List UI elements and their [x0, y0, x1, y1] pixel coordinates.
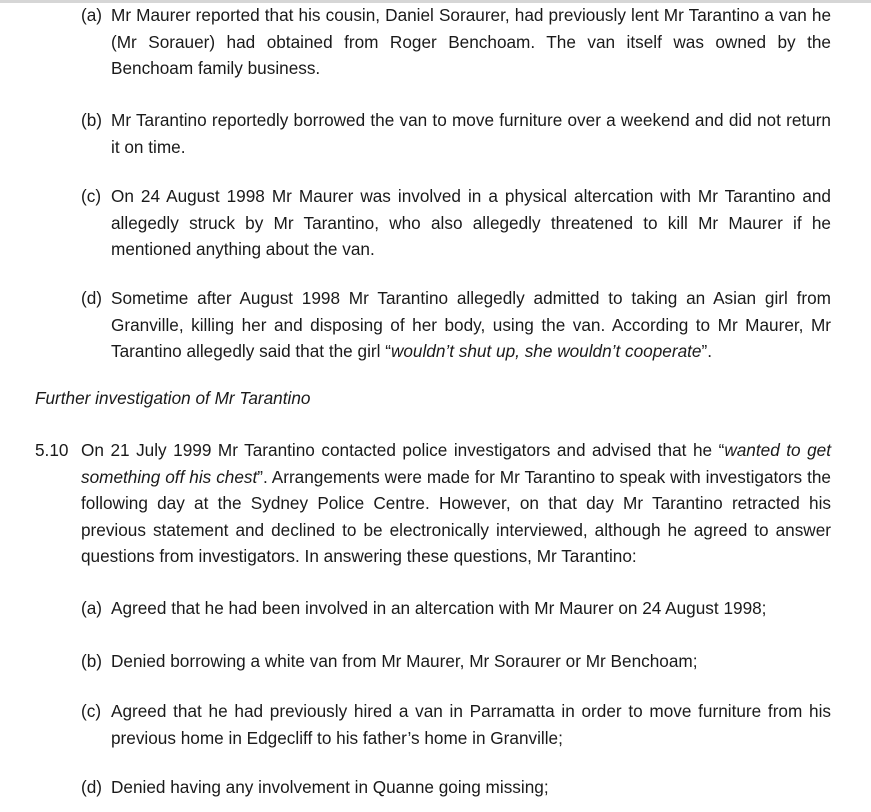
list-item-text: Denied borrowing a white van from Mr Maurer, Mr Soraurer or Mr Benchoam; [111, 651, 698, 671]
paragraph-text [81, 437, 831, 570]
list-item-b [81, 107, 831, 160]
paragraph-text-before: On 21 July 1999 Mr Tarantino contacted police investigators and advised that he “ [81, 440, 725, 460]
list-item-d [81, 285, 831, 365]
list-item-text: On 24 August 1998 Mr Maurer was involved in a physical altercation with Mr Tarantino and allegedly struck by Mr Tarantino, who also allegedly threatened to kill Mr Maurer if he mentioned anything about the van. [111, 186, 831, 259]
list-item-a [81, 2, 831, 82]
paragraph-5-10 [35, 437, 831, 570]
list-item-b [81, 648, 831, 675]
list-item-label: (b) [81, 110, 103, 130]
list-item-c [81, 183, 831, 263]
list-item-text: Agreed that he had previously hired a van in Parramatta in order to move furniture from his previous home in Edgecliff to his father’s home in Granville; [111, 701, 831, 748]
list-item-c [81, 698, 831, 751]
list-item-a [81, 595, 831, 622]
list-item-text: Denied having any involvement in Quanne going missing; [111, 777, 549, 797]
quoted-speech: wanted to get something off his chest [81, 440, 832, 487]
list-item-text-before: Sometime after August 1998 Mr Tarantino allegedly admitted to taking an Asian girl from Granville, killing her and disposing of her body, using the van. According to Mr Maurer, Mr Tarantino allegedly said that the girl “ [111, 288, 831, 361]
list-item-text: Agreed that he had been involved in an altercation with Mr Maurer on 24 August 1998; [111, 598, 767, 618]
list-item-label: (c) [81, 701, 102, 721]
list-item-text [111, 285, 831, 365]
list-item-label: (b) [81, 651, 103, 671]
paragraph-text-after: ”. Arrangements were made for Mr Tarantino to speak with investigators the following day at the Sydney Police Centre. However, on that day Mr Tarantino retracted his previous statement and declined to be electronically interviewed, although he agreed to answer questions from investigators. In answering these questions, Mr Tarantino: [81, 466, 831, 566]
section-heading: Further investigation of Mr Tarantino [35, 388, 311, 408]
list-item-text-after: ”. [701, 341, 712, 361]
list-item-label: (d) [81, 288, 103, 308]
list-item-text: Mr Tarantino reportedly borrowed the van to move furniture over a weekend and did not return it on time. [111, 110, 831, 157]
list-item-label: (a) [81, 5, 103, 25]
list-item-label: (c) [81, 186, 102, 206]
paragraph-number: 5.10 [35, 440, 69, 460]
list-item-text: Mr Maurer reported that his cousin, Daniel Soraurer, had previously lent Mr Tarantino a van he (Mr Sorauer) had obtained from Roger Benchoam. The van itself was owned by the Benchoam family business. [111, 5, 831, 78]
list-item-label: (d) [81, 777, 103, 797]
list-item-label: (a) [81, 598, 103, 618]
quoted-speech: wouldn’t shut up, she wouldn’t cooperate [390, 341, 702, 361]
list-item-d [81, 774, 831, 801]
